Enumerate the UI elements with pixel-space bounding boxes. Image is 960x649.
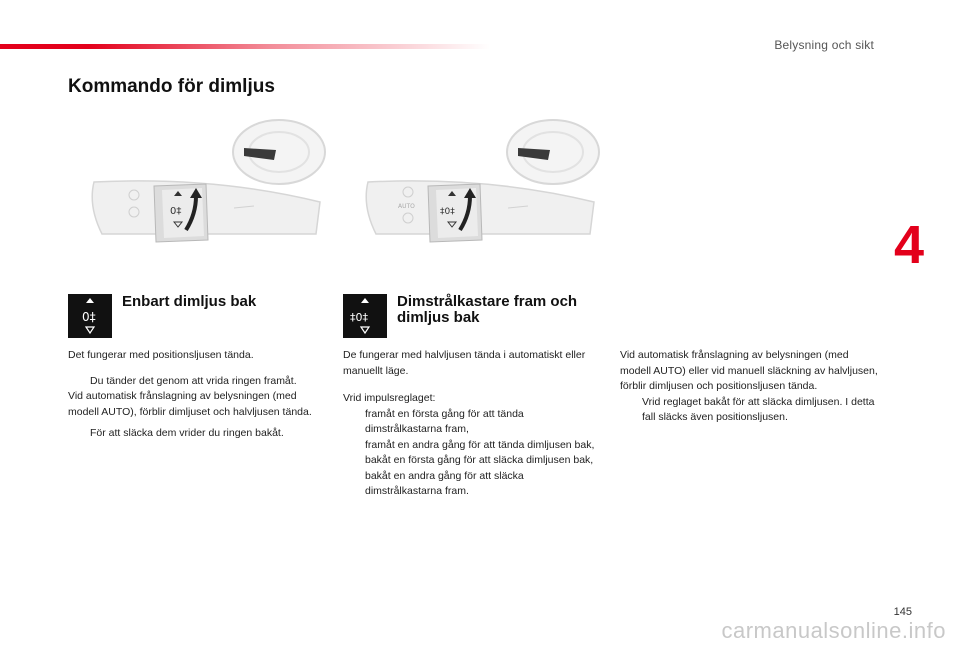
list-item: bakåt en andra gång för att släcka dimstrålkastarna fram.: [343, 469, 601, 500]
svg-text:0‡: 0‡: [170, 206, 182, 217]
middle-intro: De fungerar med halvljusen tända i automatiskt eller manuellt läge.: [343, 349, 586, 377]
bullet-icon: [68, 374, 90, 390]
list-item: Vrid reglaget bakåt för att släcka dimljusen. I detta fall släcks även positionsljusen.: [620, 395, 882, 426]
subheading-front-rear-title: Dimstrålkastare fram och dimljus bak: [397, 293, 578, 326]
subheading-front-rear: [343, 294, 597, 338]
left-column-text: [68, 348, 320, 442]
section-title: Belysning och sikt: [774, 38, 874, 52]
list-item: framåt en andra gång för att tända dimljusen bak,: [343, 438, 601, 454]
bullet-icon: [68, 426, 90, 442]
chapter-number: 4: [893, 215, 924, 275]
left-intro: Det fungerar med positionsljusen tända.: [68, 349, 254, 361]
list-item: bakåt en första gång för att släcka dimljusen bak,: [343, 453, 601, 469]
list-item: För att släcka dem vrider du ringen bakåt.: [68, 426, 320, 442]
subheading-rear-title: Enbart dimljus bak: [122, 293, 257, 310]
bullet-icon: [343, 407, 365, 438]
auto-label: AUTO: [398, 203, 415, 210]
page-title: Kommando för dimljus: [68, 76, 275, 97]
svg-text:‡0‡: ‡0‡: [350, 311, 368, 324]
stalk-illustration-front-rear: [358, 110, 600, 258]
stalk-illustration-rear: [84, 110, 326, 258]
rear-fog-icon: [68, 294, 112, 338]
right-column-text: [620, 348, 882, 426]
bullet-icon: [343, 438, 365, 454]
header-accent-bar: [0, 44, 490, 49]
svg-text:0‡: 0‡: [82, 310, 96, 324]
middle-column-text: [343, 348, 601, 500]
front-rear-fog-icon: [343, 294, 387, 338]
bullet-icon: [343, 469, 365, 500]
svg-text:‡0‡: ‡0‡: [440, 207, 455, 217]
watermark: carmanualsonline.info: [721, 618, 946, 643]
list-item: Du tänder det genom att vrida ringen framåt.: [68, 374, 320, 390]
list-item: framåt en första gång för att tända dimstrålkastarna fram,: [343, 407, 601, 438]
right-paragraph: Vid automatisk frånslagning av belysningen (med modell AUTO) eller vid manuell släckning av halvljusen, förblir dimljusen och positionsljusen tända.: [620, 349, 878, 392]
page-number: 145: [893, 606, 912, 618]
bullet-icon: [343, 453, 365, 469]
bullet-icon: [620, 395, 642, 426]
left-paragraph: Vid automatisk frånslagning av belysningen (med modell AUTO), förblir dimljuset och halvljusen tända.: [68, 390, 312, 418]
middle-lead: Vrid impulsreglaget:: [343, 392, 436, 404]
subheading-rear-only: [68, 294, 256, 338]
